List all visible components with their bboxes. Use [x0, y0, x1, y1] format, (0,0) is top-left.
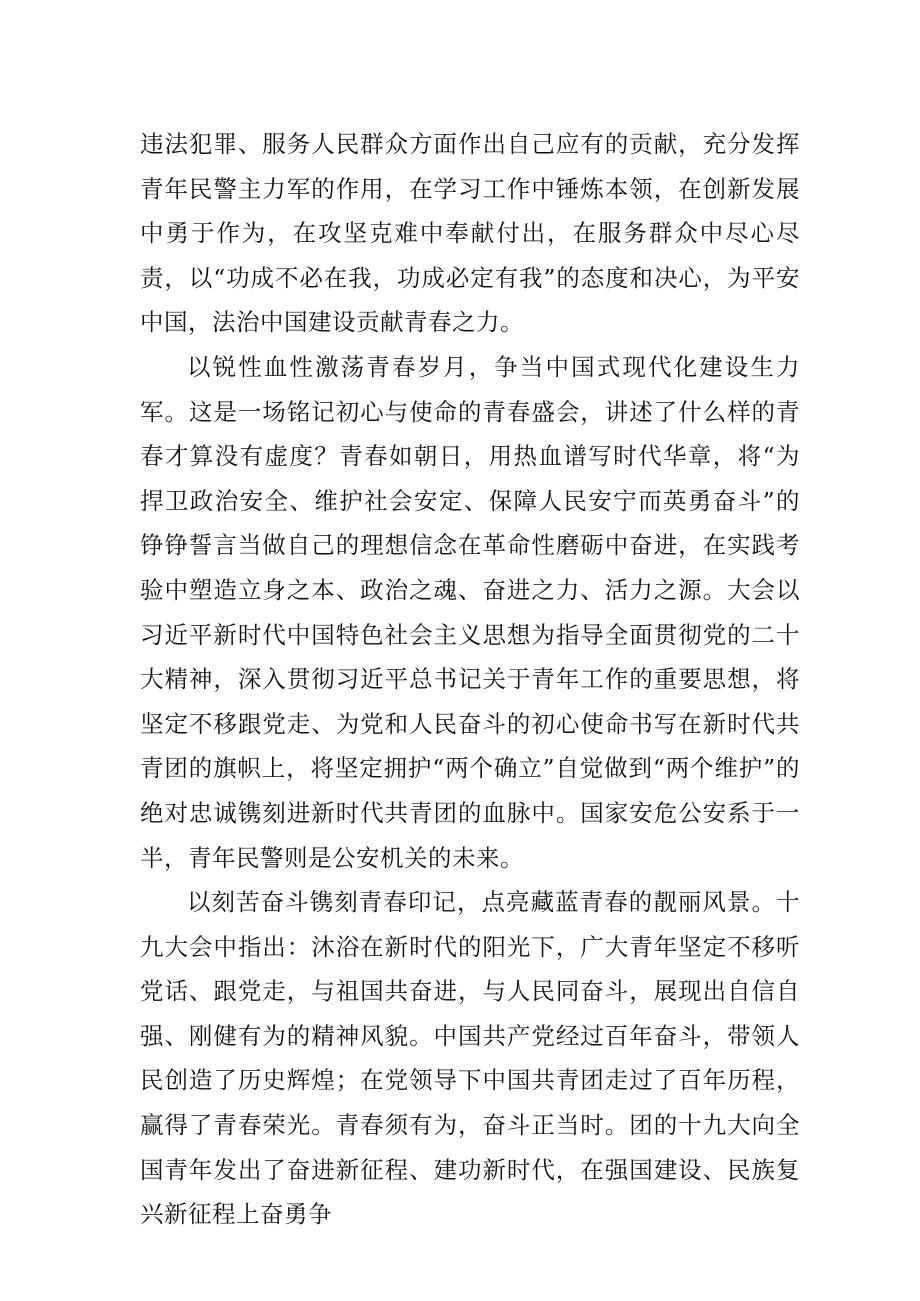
paragraph-2: 以锐性血性激荡青春岁月，争当中国式现代化建设生力军。这是一场铭记初心与使命的青春盛会，讲述了什么样的青春才算没有虚度？青春如朝日，用热血谱写时代华章，将“为捍卫政治安全、维护社会安定、保障人民安宁而英勇奋斗”的铮铮誓言当做自己的理想信念在革命性磨砺中奋进，在实践考验中塑造立身之本、政治之魂、奋进之力、活力之源。大会以习近平新时代中国特色社会主义思想为指导全面贯彻党的二十大精神，深入贯彻习近平总书记关于青年工作的重要思想，将坚定不移跟党走、为党和人民奋斗的初心使命书写在新时代共青团的旗帜上，将坚定拥护“两个确立”自觉做到“两个维护”的绝对忠诚镌刻进新时代共青团的血脉中。国家安危公安系于一半，青年民警则是公安机关的未来。: [140, 352, 800, 872]
body-text: [140, 122, 800, 1237]
paragraph-3: 以刻苦奋斗镌刻青春印记，点亮藏蓝青春的靓丽风景。十九大会中指出：沐浴在新时代的阳光下，广大青年坚定不移听党话、跟党走，与祖国共奋进，与人民同奋斗，展现出自信自强、刚健有为的精神风貌。中国共产党经过百年奋斗，带领人民创造了历史辉煌；在党领导下中国共青团走过了百年历程，赢得了青春荣光。青春须有为，奋斗正当时。团的十九大向全国青年发出了奋进新征程、建功新时代，在强国建设、民族复兴新征程上奋勇争: [140, 888, 800, 1229]
paragraph-1: 违法犯罪、服务人民群众方面作出自己应有的贡献，充分发挥青年民警主力军的作用，在学习工作中锤炼本领，在创新发展中勇于作为，在攻坚克难中奉献付出，在服务群众中尽心尽责，以“功成不必在我，功成必定有我”的态度和决心，为平安中国，法治中国建设贡献青春之力。: [140, 130, 800, 337]
